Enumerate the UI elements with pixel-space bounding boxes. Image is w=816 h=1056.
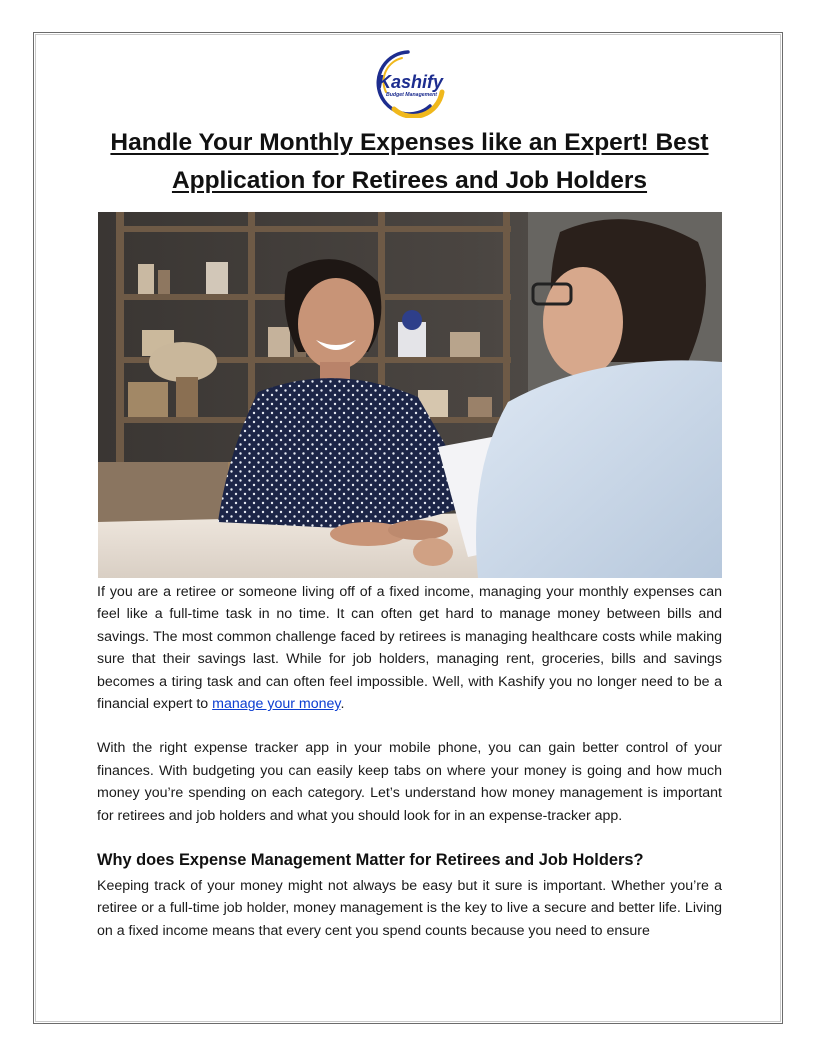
logo-brand-text: Kashify (378, 72, 444, 92)
office-interview-photo-icon (98, 212, 722, 578)
manage-your-money-link[interactable]: manage your money (212, 696, 341, 713)
paragraph-3: Keeping track of your money might not always be easy but it sure is important. Whether you’re a retiree or a full-time job holder, money management is the key to live a secure and better life. Living on a fixed income means that every cent you spend counts because you need to ensure (97, 878, 722, 939)
paragraph-1-end: . (340, 696, 345, 713)
article-photo (98, 212, 722, 578)
paragraph-1 (97, 581, 722, 715)
title-line-2: Application for Retirees and Job Holders (171, 167, 648, 194)
paragraph-1-text: If you are a retiree or someone living off of a fixed income, managing your monthly expenses can feel like a full-time task in no time. It can often get hard to manage money between bills and savings. The most common challenge faced by retirees is managing healthcare costs while making sure that their savings last. While for job holders, managing rent, groceries, bills and savings becomes a tiring task and can often feel impossible. Well, with Kashify you no longer need to be a financial expert to (97, 584, 722, 713)
section-heading: Why does Expense Management Matter for Retirees and Job Holders? (97, 851, 644, 870)
logo-tagline-text: Budget Management (386, 92, 438, 98)
kashify-logo (364, 48, 454, 118)
article-title (97, 124, 722, 200)
paragraph-2: With the right expense tracker app in your mobile phone, you can gain better control of your finances. With budgeting you can easily keep tabs on where your money is going and how much money you’re spending on each category. Let’s understand how money management is important for retirees and job holders and what you should look for in an expense-tracker app. (97, 740, 722, 824)
logo-rings-icon (364, 48, 454, 118)
article-body (97, 581, 722, 942)
title-line-1: Handle Your Monthly Expenses like an Expert! Best (110, 129, 709, 156)
